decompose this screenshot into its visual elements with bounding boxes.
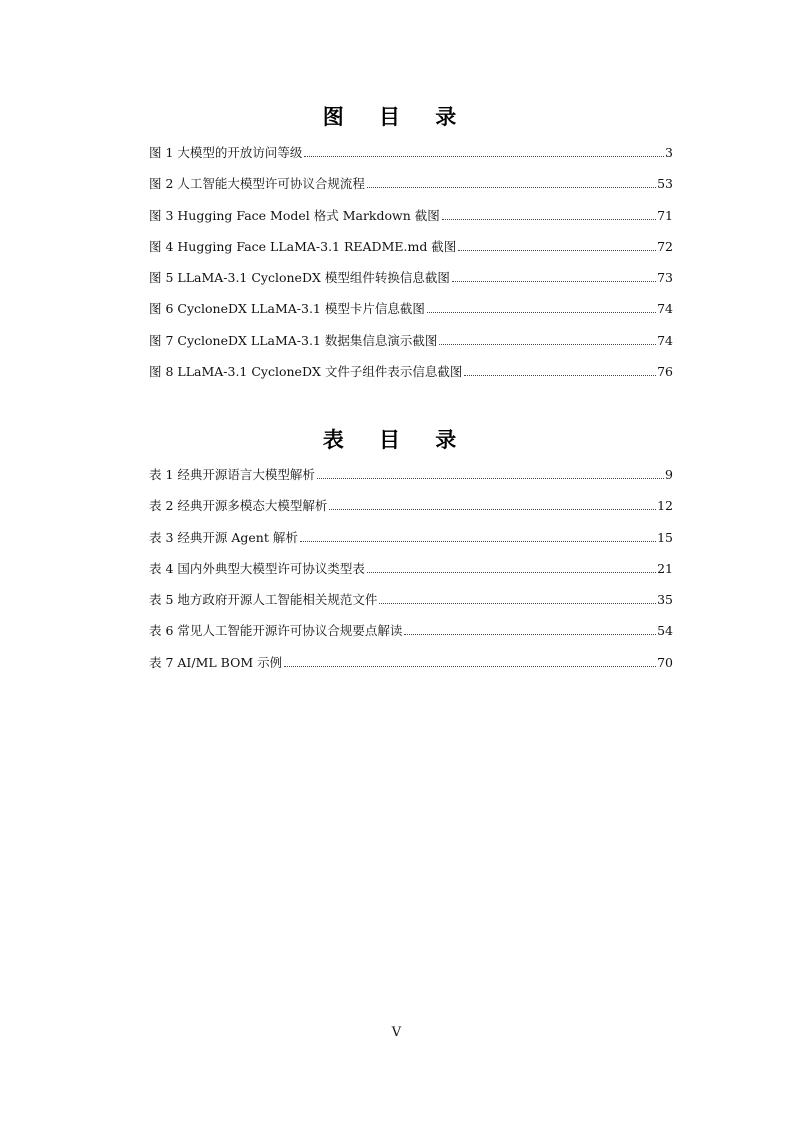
figure-entry-label: 图 6 CycloneDX LLaMA-3.1 模型卡片信息截图 [149, 301, 425, 317]
dot-leader [284, 666, 656, 667]
figure-entry-page: 74 [657, 332, 673, 348]
figure-entry-label: 图 4 Hugging Face LLaMA-3.1 README.md 截图 [149, 238, 457, 254]
table-entry-page: 70 [657, 654, 673, 670]
figure-entry-page: 73 [657, 270, 673, 286]
table-entry-page: 15 [657, 529, 673, 545]
dot-leader [300, 541, 656, 542]
list-of-figures [149, 143, 673, 393]
figure-entry-8[interactable] [149, 362, 673, 393]
figure-entry-label: 图 3 Hugging Face Model 格式 Markdown 截图 [149, 207, 440, 223]
dot-leader [329, 509, 656, 510]
figure-entry-page: 3 [665, 145, 673, 160]
figure-entry-5[interactable] [149, 268, 673, 299]
page-number: V [391, 1025, 402, 1040]
dot-leader [439, 344, 656, 345]
figure-entry-label: 图 1 大模型的开放访问等级 [149, 145, 303, 160]
figure-entry-label: 图 8 LLaMA-3.1 CycloneDX 文件子组件表示信息截图 [149, 364, 463, 380]
table-entry-label: 表 1 经典开源语言大模型解析 [149, 467, 315, 482]
table-entry-3[interactable] [149, 528, 673, 559]
figure-entry-label: 图 2 人工智能大模型许可协议合规流程 [149, 176, 365, 192]
figure-entry-page: 71 [657, 207, 673, 223]
table-entry-page: 35 [657, 592, 673, 608]
table-entry-2[interactable] [149, 496, 673, 527]
dot-leader [404, 634, 656, 635]
list-of-tables [149, 465, 673, 684]
figure-entry-2[interactable] [149, 174, 673, 205]
figure-entry-page: 72 [657, 238, 673, 254]
table-entry-page: 12 [657, 498, 673, 514]
table-entry-7[interactable] [149, 653, 673, 684]
table-entry-5[interactable] [149, 590, 673, 621]
table-entry-page: 21 [657, 560, 673, 576]
figure-entry-page: 74 [657, 301, 673, 317]
table-entry-page: 54 [657, 623, 673, 639]
figure-entry-label: 图 7 CycloneDX LLaMA-3.1 数据集信息演示截图 [149, 332, 438, 348]
table-entry-label: 表 6 常见人工智能开源许可协议合规要点解读 [149, 623, 403, 639]
table-entry-page: 9 [665, 467, 673, 482]
dot-leader [367, 187, 656, 188]
table-entry-label: 表 2 经典开源多模态大模型解析 [149, 498, 328, 514]
list-of-tables-title: 表 目 录 [322, 428, 471, 452]
table-entry-1[interactable] [149, 465, 673, 496]
dot-leader [452, 281, 656, 282]
figure-entry-page: 53 [657, 176, 673, 192]
table-entry-label: 表 7 AI/ML BOM 示例 [149, 654, 283, 670]
table-entry-label: 表 3 经典开源 Agent 解析 [149, 529, 298, 545]
figure-entry-6[interactable] [149, 299, 673, 330]
figure-entry-3[interactable] [149, 206, 673, 237]
table-entry-label: 表 5 地方政府开源人工智能相关规范文件 [149, 592, 378, 608]
dot-leader [317, 478, 664, 479]
dot-leader [367, 572, 656, 573]
figure-entry-4[interactable] [149, 237, 673, 268]
figure-entry-label: 图 5 LLaMA-3.1 CycloneDX 模型组件转换信息截图 [149, 270, 450, 286]
table-entry-label: 表 4 国内外典型大模型许可协议类型表 [149, 560, 365, 576]
figure-entry-7[interactable] [149, 331, 673, 362]
figure-entry-1[interactable] [149, 143, 673, 174]
table-entry-4[interactable] [149, 559, 673, 590]
dot-leader [427, 312, 656, 313]
table-entry-6[interactable] [149, 621, 673, 652]
dot-leader [464, 375, 656, 376]
dot-leader [379, 603, 656, 604]
list-of-figures-title: 图 目 录 [322, 105, 471, 129]
figure-entry-page: 76 [657, 364, 673, 380]
dot-leader [442, 219, 656, 220]
dot-leader [458, 250, 656, 251]
dot-leader [304, 156, 664, 157]
